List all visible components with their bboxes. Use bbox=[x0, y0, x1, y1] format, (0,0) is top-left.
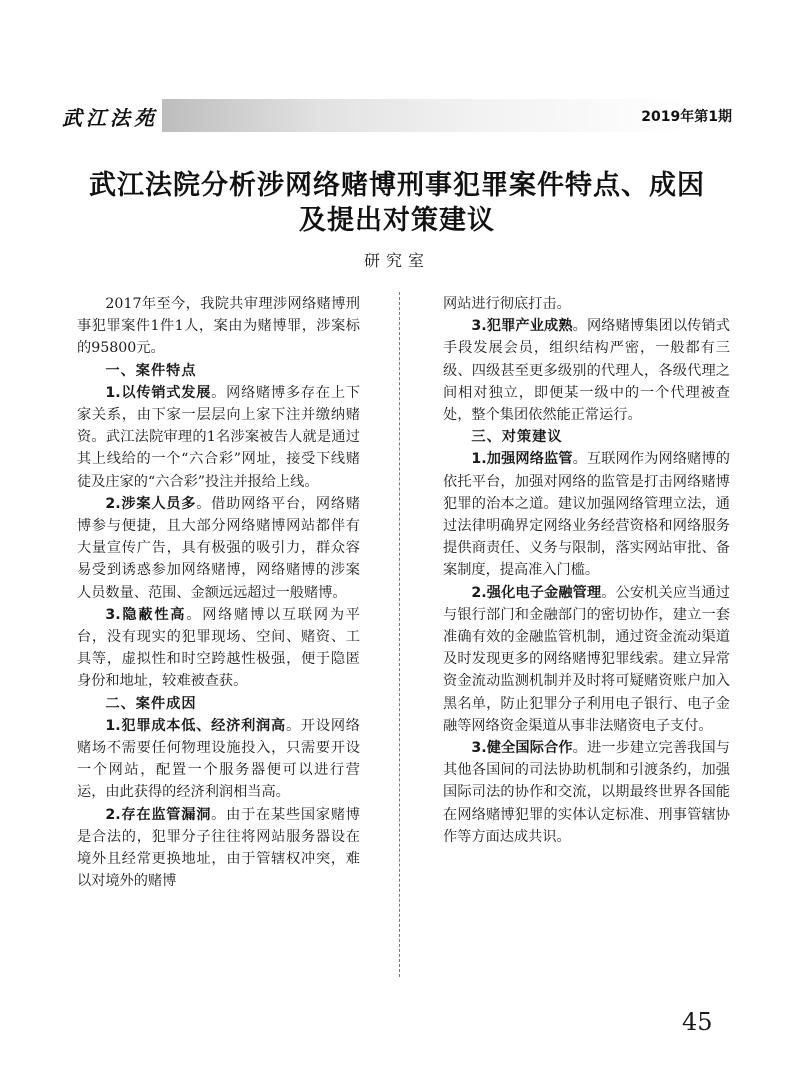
paragraph-loopholes bbox=[77, 804, 360, 893]
journal-brand: 武江法苑 bbox=[62, 106, 158, 130]
paragraph-pyramid bbox=[77, 382, 360, 493]
subheading-low-cost: 1.犯罪成本低、经济利润高 bbox=[105, 717, 286, 734]
continued-text: 网站进行彻底打击。 bbox=[443, 296, 571, 312]
left-column bbox=[77, 293, 360, 892]
paragraph-financial-management bbox=[443, 582, 730, 737]
running-header bbox=[62, 99, 732, 132]
paragraph-low-cost bbox=[77, 715, 360, 804]
body-text: 。公安机关应当通过与银行部门和金融部门的密切协作，建立一套准确有效的金融监管机制，通过资金流动渠道及时发现更多的网络赌博犯罪线索。建立异常资金流动监测机制并及时将可疑赌资账户加入黑名单，防止犯罪分子利用电子银行、电子金融等网络资金渠道从事非法赌资电子支付。 bbox=[443, 584, 730, 734]
paragraph-many-people bbox=[77, 493, 360, 604]
subheading-pyramid: 1.以传销式发展 bbox=[105, 384, 212, 401]
subheading-financial-management: 2.强化电子金融管理 bbox=[471, 584, 602, 601]
body-text: 。开设网络赌场不需要任何物理设施投入，只需要开设一个网站，配置一个服务器便可以进行营运，由此获得的经济利润相当高。 bbox=[77, 717, 360, 801]
body-text: 。由于在某些国家赌博是合法的，犯罪分子往往将网站服务器设在境外且经常更换地址，由于管辖权冲突，难以对境外的赌博 bbox=[77, 806, 360, 890]
section-heading-causes: 二、案件成因 bbox=[105, 695, 197, 712]
article-title-line2: 及提出对策建议 bbox=[299, 205, 495, 236]
paragraph-mature-industry bbox=[443, 315, 730, 426]
section-heading-features: 一、案件特点 bbox=[105, 362, 197, 379]
subheading-concealment: 3.隐蔽性高 bbox=[105, 606, 187, 623]
body-text: 。进一步建立完善我国与其他各国间的司法协助机制和引渡条约，加强国际司法的协作和交流，以期最终世界各国能在网络赌博犯罪的实体认定标准、刑事管辖协作等方面达成共识。 bbox=[443, 740, 730, 845]
article-author: 研究室 bbox=[363, 251, 430, 270]
body-text: 。网络赌博多存在上下家关系，由下家一层层向上家下注并缴纳赌资。武江法院审理的1名涉案被告人就是通过其上线给的一个“六合彩”网址，接受下线赌徒及庄家的“六合彩”投注并报给上线。 bbox=[77, 384, 360, 490]
column-divider bbox=[399, 292, 400, 977]
body-text: 。互联网作为网络赌博的依托平台，加强对网络的监管是打击网络赌博犯罪的治本之道。建议加强网络管理立法，通过法律明确界定网络业务经营资格和网络服务提供商责任、义务与限制，落实网站审批、备案制度，提高准入门槛。 bbox=[443, 451, 730, 579]
body-text: 。借助网络平台，网络赌博参与便捷，且大部分网络赌博网站都伴有大量宣传广告，具有极强的吸引力，群众容易受到诱惑参加网络赌博，网络赌博的涉案人员数量、范围、金额远远超过一般赌博。 bbox=[77, 495, 360, 601]
subheading-many-people: 2.涉案人员多 bbox=[105, 495, 197, 512]
body-text: 。网络赌博集团以传销式手段发展会员，组织结构严密，一般都有三级、四级甚至更多级别的代理人，各级代理之间相对独立，即便某一级中的一个代理被查处，整个集团依然能正常运行。 bbox=[443, 318, 730, 424]
issue-label: 2019年第1期 bbox=[641, 109, 732, 125]
header-gradient-bar bbox=[162, 99, 692, 132]
paragraph-international-cooperation bbox=[443, 737, 730, 848]
subheading-international-cooperation: 3.健全国际合作 bbox=[471, 740, 573, 757]
page-number: 45 bbox=[682, 1008, 713, 1036]
paragraph-network-supervision bbox=[443, 448, 730, 581]
paragraph-concealment bbox=[77, 604, 360, 693]
subheading-network-supervision: 1.加强网络监管 bbox=[471, 451, 573, 468]
right-column bbox=[443, 293, 730, 848]
intro-paragraph: 2017年至今，我院共审理涉网络赌博刑事犯罪案件1件1人，案由为赌博罪，涉案标的95800元。 bbox=[77, 296, 360, 357]
section-heading-countermeasures: 三、对策建议 bbox=[471, 429, 563, 446]
subheading-mature-industry: 3.犯罪产业成熟 bbox=[471, 318, 573, 335]
body-text: 。网络赌博以互联网为平台，没有现实的犯罪现场、空间、赌资、工具等，虚拟性和时空跨越性极强，便于隐匿身份和地址，较难被查获。 bbox=[77, 606, 360, 690]
subheading-loopholes: 2.存在监管漏洞 bbox=[105, 806, 212, 823]
article-title-line1: 武江法院分析涉网络赌博刑事犯罪案件特点、成因 bbox=[89, 170, 705, 201]
